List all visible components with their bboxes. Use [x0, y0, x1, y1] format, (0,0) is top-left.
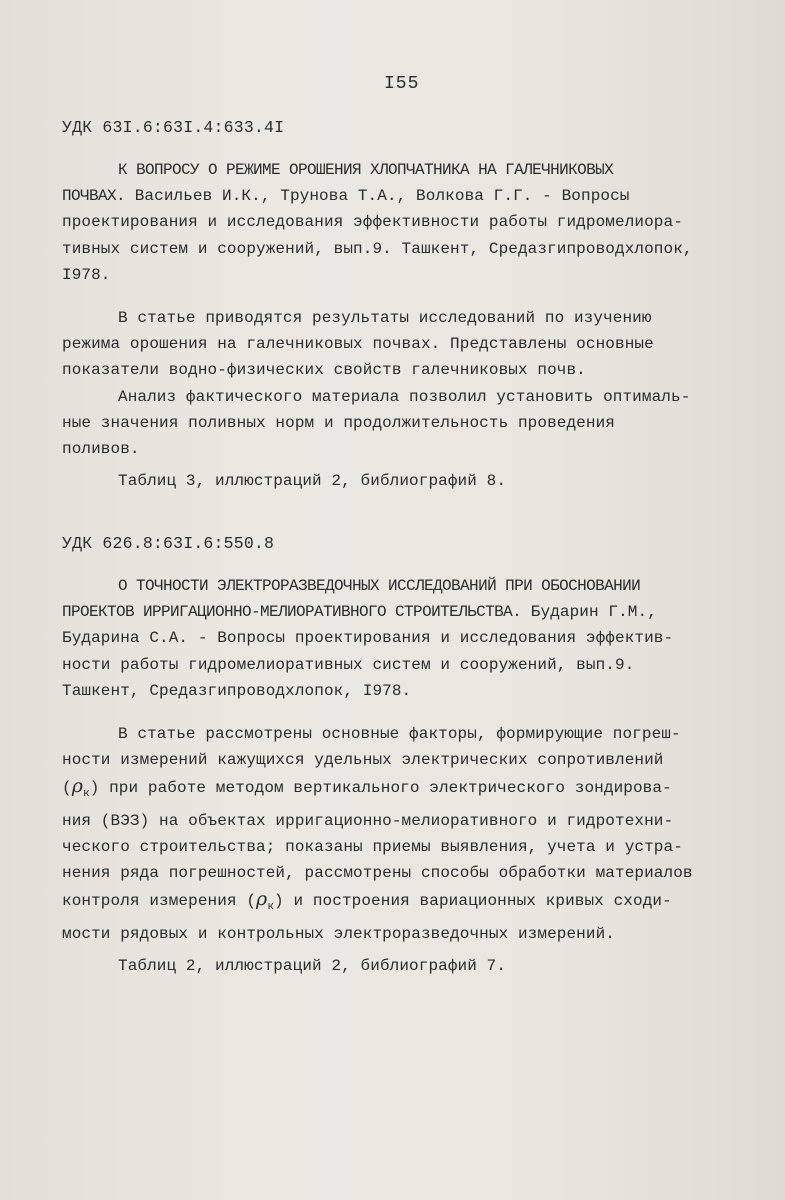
abstract-line: поливов.	[62, 440, 140, 459]
abstract-line: мости рядовых и контрольных электроразведочных измерений.	[62, 924, 615, 943]
citation-line: тивных систем и сооружений, вып.9. Ташкент, Средазгипроводхлопок,	[62, 239, 693, 258]
abstract-line-rho: $(\rho_к)$ при работе методом вертикального электрического зондирова-	[62, 775, 672, 801]
abstract-text: контроля измерения	[62, 892, 237, 911]
entry-title-line	[62, 157, 742, 183]
citation-text: Бударин Г.М.,	[521, 603, 657, 622]
title-text: ПОЧВАХ.	[62, 187, 126, 206]
citation-line: ности работы гидромелиоративных систем и сооружений, вып.9.	[62, 655, 635, 674]
entry-title-line	[62, 573, 742, 599]
abstract-line-rho: контроля измерения $(\rho_к)$ и построения вариационных кривых сходи-	[62, 888, 672, 914]
abstract-text: при работе методом вертикального электрического зондирова-	[109, 779, 672, 798]
abstract-text: и построения вариационных кривых сходи-	[293, 892, 672, 911]
abstract-line: нения ряда погрешностей, рассмотрены способы обработки материалов	[62, 864, 693, 883]
abstract-entry-1	[62, 118, 742, 494]
page-number: I55	[384, 74, 420, 94]
abstract-line: режима орошения на галечниковых почвах. Представлены основные	[62, 335, 654, 354]
citation-line: I978.	[62, 265, 111, 284]
rho-symbol: ρ	[71, 775, 83, 798]
abstract-line: ности измерений кажущихся удельных электрических сопротивлений	[62, 751, 664, 770]
entry-title-citation-line	[62, 599, 742, 625]
citation-line: Бударина С.А. - Вопросы проектирования и исследования эффектив-	[62, 629, 674, 648]
udc-code: УДК 626.8:63I.6:550.8	[62, 534, 275, 553]
title-text: ПРОЕКТОВ ИРРИГАЦИОННО-МЕЛИОРАТИВНОГО СТРОИТЕЛЬСТВА.	[62, 603, 522, 622]
rho-subscript: к	[267, 901, 275, 914]
entry-title-citation-line	[62, 183, 742, 209]
abstract-line: ния (ВЭЗ) на объектах ирригационно-мелиоративного и гидротехни-	[62, 811, 674, 830]
udc-code: УДК 63I.6:63I.4:633.4I	[62, 118, 285, 137]
rho-symbol: ρ	[256, 888, 268, 911]
abstract-line: ные значения поливных норм и продолжительность проведения	[62, 413, 615, 432]
title-text: О ТОЧНОСТИ ЭЛЕКТРОРАЗВЕДОЧНЫХ ИССЛЕДОВАНИЙ ПРИ ОБОСНОВАНИИ	[118, 577, 641, 595]
rho-subscript: к	[82, 788, 90, 801]
references-summary: Таблиц 3, иллюстраций 2, библиографий 8.	[118, 472, 507, 491]
abstract-line: В статье рассмотрены основные факторы, формирующие погреш-	[118, 725, 681, 744]
abstract-line: ческого строительства; показаны приемы выявления, учета и устра-	[62, 838, 683, 857]
references-summary: Таблиц 2, иллюстраций 2, библиографий 7.	[118, 957, 507, 976]
citation-text: Васильев И.К., Трунова Т.А., Волкова Г.Г. - Вопросы	[125, 187, 630, 206]
citation-line: Ташкент, Средазгипроводхлопок, I978.	[62, 681, 412, 700]
citation-line: проектирования и исследования эффективности работы гидромелиора-	[62, 213, 683, 232]
abstract-line: показатели водно-физических свойств галечниковых почв.	[62, 361, 586, 380]
abstract-line: В статье приводятся результаты исследований по изучению	[118, 309, 652, 328]
abstract-line: Анализ фактического материала позволил установить оптималь-	[118, 387, 691, 406]
abstract-entry-2	[62, 534, 742, 979]
title-text: К ВОПРОСУ О РЕЖИМЕ ОРОШЕНИЯ ХЛОПЧАТНИКА НА ГАЛЕЧНИКОВЫХ	[118, 161, 614, 179]
